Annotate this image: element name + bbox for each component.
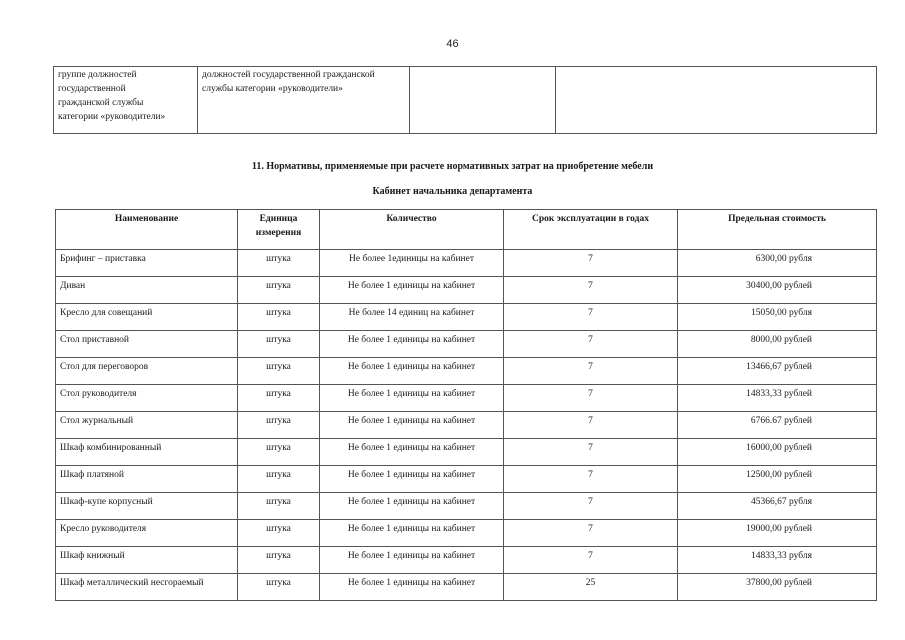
continuation-cell-empty	[556, 67, 877, 134]
item-term: 7	[504, 466, 678, 493]
item-quantity: Не более 1 единицы на кабинет	[320, 358, 504, 385]
item-term: 7	[504, 520, 678, 547]
cell-line: службы категории «руководители»	[202, 84, 343, 94]
item-name: Шкаф комбинированный	[56, 439, 238, 466]
table-row	[56, 574, 877, 601]
item-unit: штука	[238, 250, 320, 277]
item-term: 25	[504, 574, 678, 601]
item-name: Стол для переговоров	[56, 358, 238, 385]
item-unit: штука	[238, 412, 320, 439]
table-body	[56, 250, 877, 601]
header-price: Предельная стоимость	[678, 210, 877, 250]
item-quantity: Не более 1 единицы на кабинет	[320, 439, 504, 466]
item-quantity: Не более 1 единицы на кабинет	[320, 547, 504, 574]
cell-line: должностей государственной гражданской	[202, 70, 375, 80]
item-price: 13466,67 рублей	[678, 358, 877, 385]
table-row	[56, 331, 877, 358]
item-term: 7	[504, 358, 678, 385]
item-quantity: Не более 1 единицы на кабинет	[320, 385, 504, 412]
item-term: 7	[504, 493, 678, 520]
cell-line: государственной	[58, 84, 126, 94]
table-row	[56, 304, 877, 331]
item-price: 37800,00 рублей	[678, 574, 877, 601]
cell-line: гражданской службы	[58, 98, 144, 108]
continuation-cell-group	[54, 67, 198, 134]
item-name: Шкаф-купе корпусный	[56, 493, 238, 520]
item-quantity: Не более 1единицы на кабинет	[320, 250, 504, 277]
item-price: 45366,67 рубля	[678, 493, 877, 520]
item-price: 6766.67 рублей	[678, 412, 877, 439]
item-price: 19000,00 рублей	[678, 520, 877, 547]
item-name: Шкаф книжный	[56, 547, 238, 574]
item-unit: штука	[238, 304, 320, 331]
item-quantity: Не более 1 единицы на кабинет	[320, 493, 504, 520]
table-row	[56, 358, 877, 385]
item-unit: штука	[238, 277, 320, 304]
item-name: Диван	[56, 277, 238, 304]
continuation-cell-positions	[198, 67, 410, 134]
item-unit: штука	[238, 574, 320, 601]
section-subtitle: Кабинет начальника департамента	[372, 186, 533, 197]
cell-line: группе должностей	[58, 70, 137, 80]
item-name: Кресло для совещаний	[56, 304, 238, 331]
table-row	[56, 250, 877, 277]
header-name: Наименование	[56, 210, 238, 250]
item-name: Шкаф металлический несгораемый	[56, 574, 238, 601]
furniture-norms-table	[55, 209, 877, 601]
item-term: 7	[504, 277, 678, 304]
item-price: 16000,00 рублей	[678, 439, 877, 466]
item-term: 7	[504, 385, 678, 412]
item-term: 7	[504, 331, 678, 358]
item-name: Брифинг – приставка	[56, 250, 238, 277]
table-row	[54, 67, 877, 134]
item-name: Стол руководителя	[56, 385, 238, 412]
item-unit: штука	[238, 385, 320, 412]
table-row	[56, 439, 877, 466]
table-row	[56, 466, 877, 493]
continuation-cell-empty	[410, 67, 556, 134]
item-term: 7	[504, 439, 678, 466]
page-number: 46	[446, 38, 459, 50]
item-unit: штука	[238, 358, 320, 385]
item-price: 8000,00 рублей	[678, 331, 877, 358]
item-price: 30400,00 рублей	[678, 277, 877, 304]
item-unit: штука	[238, 439, 320, 466]
item-price: 14833,33 рублей	[678, 385, 877, 412]
item-name: Кресло руководителя	[56, 520, 238, 547]
header-quantity: Количество	[320, 210, 504, 250]
item-unit: штука	[238, 493, 320, 520]
item-price: 12500,00 рублей	[678, 466, 877, 493]
item-name: Шкаф платяной	[56, 466, 238, 493]
item-term: 7	[504, 250, 678, 277]
item-unit: штука	[238, 520, 320, 547]
header-unit	[238, 210, 320, 250]
item-quantity: Не более 1 единицы на кабинет	[320, 520, 504, 547]
item-quantity: Не более 1 единицы на кабинет	[320, 277, 504, 304]
table-row	[56, 547, 877, 574]
item-term: 7	[504, 304, 678, 331]
table-row	[56, 412, 877, 439]
item-quantity: Не более 1 единицы на кабинет	[320, 412, 504, 439]
item-unit: штука	[238, 466, 320, 493]
item-quantity: Не более 1 единицы на кабинет	[320, 331, 504, 358]
item-price: 14833,33 рубля	[678, 547, 877, 574]
item-price: 6300,00 рубля	[678, 250, 877, 277]
table-row	[56, 277, 877, 304]
item-quantity: Не более 1 единицы на кабинет	[320, 574, 504, 601]
header-unit-line1: Единица	[259, 214, 298, 224]
item-quantity: Не более 1 единицы на кабинет	[320, 466, 504, 493]
header-unit-line2: измерения	[255, 228, 302, 238]
header-term: Срок эксплуатации в годах	[504, 210, 678, 250]
item-unit: штука	[238, 331, 320, 358]
table-row	[56, 520, 877, 547]
item-name: Стол приставной	[56, 331, 238, 358]
table-header-row	[56, 210, 877, 250]
item-unit: штука	[238, 547, 320, 574]
item-price: 15050,00 рубля	[678, 304, 877, 331]
cell-line: категории «руководители»	[58, 112, 166, 122]
item-term: 7	[504, 412, 678, 439]
table-row	[56, 385, 877, 412]
table-row	[56, 493, 877, 520]
item-term: 7	[504, 547, 678, 574]
item-quantity: Не более 14 единиц на кабинет	[320, 304, 504, 331]
section-title: 11. Нормативы, применяемые при расчете нормативных затрат на приобретение мебели	[251, 161, 654, 172]
continuation-table	[53, 66, 877, 134]
item-name: Стол журнальный	[56, 412, 238, 439]
